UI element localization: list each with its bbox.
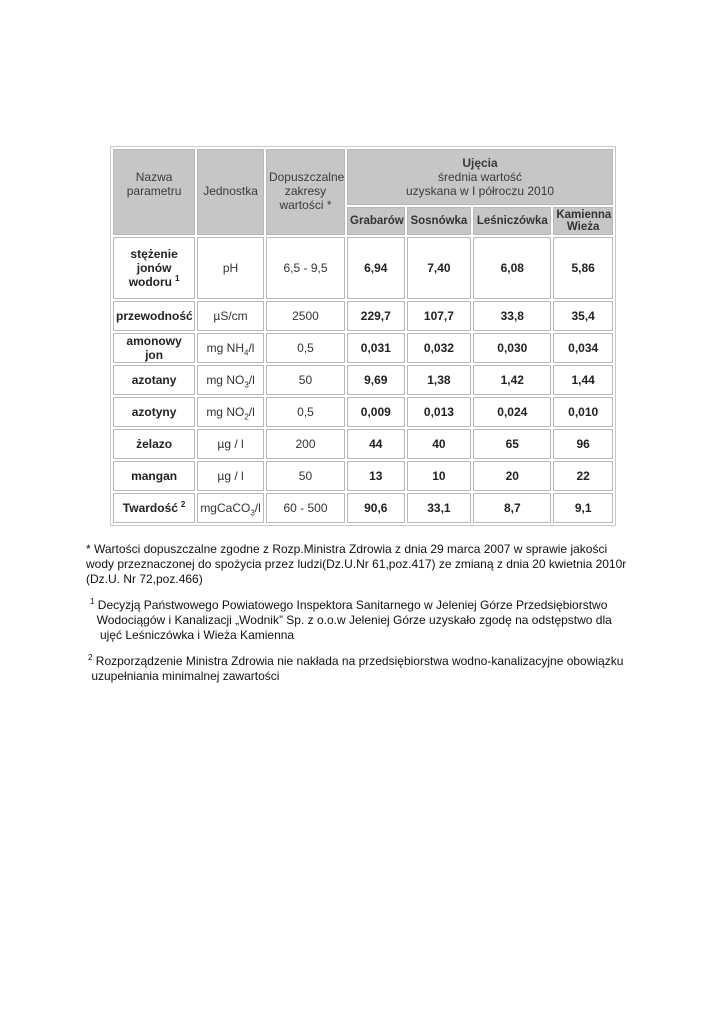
unit-text: mgCaCO — [200, 501, 251, 515]
note-asterisk — [86, 542, 646, 587]
allowed-range-cell: 6,5 - 9,5 — [266, 237, 345, 299]
note-asterisk-line2: wody przeznaczonej do spożycia przez ludzi(Dz.U.Nr 61,poz.417) ze zmianą z dnia 20 kwietnia 2010r — [86, 557, 627, 571]
value-cell: 33,8 — [473, 301, 551, 331]
value-cell: 96 — [553, 429, 613, 459]
value-cell: 13 — [347, 461, 405, 491]
value-cell: 5,86 — [553, 237, 613, 299]
value-cell: 20 — [473, 461, 551, 491]
value-cell: 40 — [407, 429, 472, 459]
unit-subscript: 4 — [244, 348, 249, 358]
water-quality-table — [110, 146, 616, 526]
unit-cell — [197, 397, 264, 427]
value-cell: 0,031 — [347, 333, 405, 363]
header-site-kamienna-wieza: Kamienna Wieża — [553, 207, 613, 235]
header-ujecia-title: Ujęcia — [462, 156, 498, 170]
allowed-range-cell: 200 — [266, 429, 345, 459]
parameter-name — [113, 397, 195, 427]
table-row — [113, 461, 613, 491]
header-ujecia-sub2: uzyskana w I półroczu 2010 — [405, 184, 555, 198]
parameter-name — [113, 301, 195, 331]
parameter-name — [113, 365, 195, 395]
table-row — [113, 301, 613, 331]
unit-text: pH — [222, 261, 239, 275]
table-row — [113, 493, 613, 523]
value-cell: 8,7 — [473, 493, 551, 523]
parameter-name — [113, 493, 195, 523]
header-name-line1: Nazwa — [135, 170, 173, 184]
parameter-footnote-mark: 2 — [180, 500, 186, 509]
value-cell: 7,40 — [407, 237, 472, 299]
allowed-range-cell: 0,5 — [266, 397, 345, 427]
note-asterisk-line3: (Dz.U. Nr 72,poz.466) — [86, 572, 203, 586]
unit-subscript: 3 — [250, 508, 255, 518]
table-row — [113, 365, 613, 395]
value-cell: 9,69 — [347, 365, 405, 395]
footnote-1-mark: 1 — [90, 597, 95, 606]
allowed-range-cell: 50 — [266, 461, 345, 491]
table-row — [113, 397, 613, 427]
allowed-range-cell: 60 - 500 — [266, 493, 345, 523]
header-ujecia-sub1: średnia wartość — [437, 170, 523, 184]
unit-tail: /l — [248, 341, 255, 355]
unit-cell — [197, 493, 264, 523]
header-site-lesniczowka: Leśniczówka — [473, 207, 551, 235]
header-range-line2: zakresy — [284, 184, 327, 198]
footnote-2-line2: uzupełniania minimalnej zawartości — [88, 669, 280, 683]
unit-tail: /l — [248, 373, 255, 387]
parameter-name — [113, 429, 195, 459]
allowed-range-cell: 50 — [266, 365, 345, 395]
unit-cell — [197, 237, 264, 299]
value-cell: 90,6 — [347, 493, 405, 523]
value-cell: 22 — [553, 461, 613, 491]
value-cell: 44 — [347, 429, 405, 459]
header-ujecia — [347, 149, 613, 205]
header-site-sosnowka: Sosnówka — [407, 207, 472, 235]
parameter-footnote-mark: 1 — [175, 274, 180, 283]
unit-text: mg NO — [206, 373, 245, 387]
value-cell: 1,42 — [473, 365, 551, 395]
header-name-line2: parametru — [126, 184, 182, 198]
parameter-name — [113, 461, 195, 491]
unit-tail: /l — [254, 501, 261, 515]
parameter-name-text: mangan — [131, 469, 178, 483]
parameter-name-text: stężenie jonów wodoru — [128, 247, 178, 289]
footnote-2 — [88, 654, 648, 684]
unit-text: µg / l — [217, 469, 244, 483]
parameter-name — [113, 237, 195, 299]
value-cell: 10 — [407, 461, 472, 491]
header-site-grabarow: Grabarów — [347, 207, 405, 235]
unit-tail: /l — [248, 405, 255, 419]
value-cell: 0,034 — [553, 333, 613, 363]
unit-text: µS/cm — [213, 309, 248, 323]
unit-subscript: 3 — [244, 380, 249, 390]
unit-cell — [197, 429, 264, 459]
parameter-name-text: azotyny — [131, 405, 177, 419]
value-cell: 0,024 — [473, 397, 551, 427]
unit-text: µg / l — [217, 437, 244, 451]
value-cell: 65 — [473, 429, 551, 459]
value-cell: 1,44 — [553, 365, 613, 395]
table-row — [113, 333, 613, 363]
note-asterisk-line1: * Wartości dopuszczalne zgodne z Rozp.Ministra Zdrowia z dnia 29 marca 2007 w sprawie jakości — [86, 542, 608, 556]
value-cell: 6,08 — [473, 237, 551, 299]
footnote-2-line1: Rozporządzenie Ministra Zdrowia nie nakłada na przedsiębiorstwa wodno-kanalizacyjne obowiązku — [92, 654, 624, 668]
parameter-name-text: przewodność — [116, 309, 193, 323]
value-cell: 0,009 — [347, 397, 405, 427]
value-cell: 229,7 — [347, 301, 405, 331]
value-cell: 0,010 — [553, 397, 613, 427]
unit-text: mg NO — [206, 405, 245, 419]
unit-subscript: 2 — [244, 412, 249, 422]
footnote-1-line2: Wodociągów i Kanalizacji „Wodnik” Sp. z o.o.w Jeleniej Górze uzyskało zgodę na odstępstwo dla — [90, 613, 612, 627]
footnote-1 — [90, 598, 650, 643]
allowed-range-cell: 0,5 — [266, 333, 345, 363]
table-row — [113, 429, 613, 459]
parameter-name-text: azotany — [131, 373, 177, 387]
value-cell: 6,94 — [347, 237, 405, 299]
unit-cell — [197, 365, 264, 395]
header-range-line3: wartości * — [279, 198, 332, 212]
footnote-1-line1: Decyzją Państwowego Powiatowego Inspektora Sanitarnego w Jeleniej Górze Przedsiębiorstwo — [94, 598, 608, 612]
table-row — [113, 237, 613, 299]
allowed-range-cell: 2500 — [266, 301, 345, 331]
parameter-name-text: żelazo — [136, 437, 173, 451]
table-body — [113, 237, 613, 523]
unit-text: mg NH — [206, 341, 244, 355]
unit-cell — [197, 333, 264, 363]
unit-cell — [197, 461, 264, 491]
value-cell: 35,4 — [553, 301, 613, 331]
value-cell: 33,1 — [407, 493, 472, 523]
header-parameter-name — [113, 149, 195, 235]
parameter-name-text: amonowy jon — [126, 334, 182, 362]
header-unit: Jednostka — [197, 149, 264, 235]
unit-cell — [197, 301, 264, 331]
footnote-2-mark: 2 — [88, 653, 93, 662]
value-cell: 0,030 — [473, 333, 551, 363]
header-range-line1: Dopuszczalne — [268, 170, 345, 184]
value-cell: 107,7 — [407, 301, 472, 331]
footnote-1-line3: ujęć Leśniczówka i Wieża Kamienna — [90, 628, 295, 642]
value-cell: 9,1 — [553, 493, 613, 523]
header-allowed-range — [266, 149, 345, 235]
parameter-name-text: Twardość — [122, 501, 178, 515]
table-header — [113, 149, 613, 235]
value-cell: 1,38 — [407, 365, 472, 395]
value-cell: 0,032 — [407, 333, 472, 363]
parameter-name — [113, 333, 195, 363]
value-cell: 0,013 — [407, 397, 472, 427]
